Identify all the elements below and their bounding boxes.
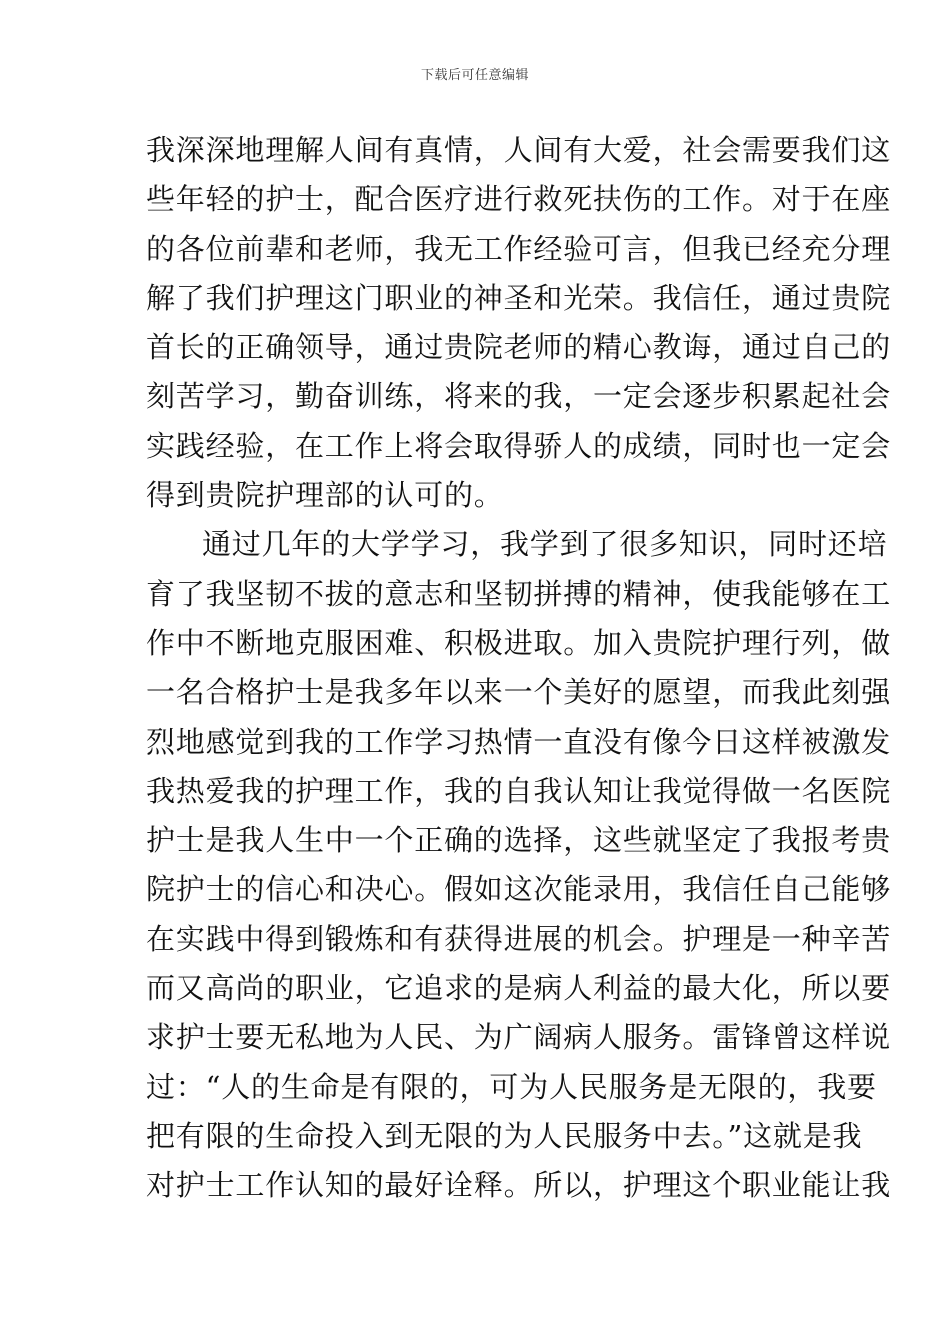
text-line: 刻苦学习，勤奋训练，将来的我，一定会逐步积累起社会 [146, 379, 892, 414]
text-line: 过：“人的生命是有限的，可为人民服务是无限的，我要 [146, 1069, 877, 1104]
text-line: 护士是我人生中一个正确的选择，这些就坚定了我报考贵 [146, 823, 892, 858]
text-line: 院护士的信心和决心。假如这次能录用，我信任自己能够 [146, 872, 892, 907]
text-line: 些年轻的护士，配合医疗进行救死扶伤的工作。对于在座 [146, 182, 892, 217]
text-line: 求护士要无私地为人民、为广阔病人服务。雷锋曾这样说 [146, 1020, 892, 1055]
text-line: 一名合格护士是我多年以来一个美好的愿望，而我此刻强 [146, 675, 892, 710]
text-line: 得到贵院护理部的认可的。 [146, 478, 504, 513]
text-line: 我深深地理解人间有真情，人间有大爱，社会需要我们这 [146, 133, 892, 167]
text-line: 烈地感觉到我的工作学习热情一直没有像今日这样被激发 [146, 724, 892, 759]
text-line: 的各位前辈和老师，我无工作经验可言，但我已经充分理 [146, 231, 892, 266]
text-line: 而又高尚的职业，它追求的是病人利益的最大化，所以要 [146, 971, 892, 1006]
text-line: 对护士工作认知的最好诠释。所以，护理这个职业能让我 [146, 1168, 892, 1203]
paragraph-start-line: 通过几年的大学学习，我学到了很多知识，同时还培 [202, 527, 888, 562]
text-line: 首长的正确领导，通过贵院老师的精心教诲，通过自己的 [146, 330, 892, 365]
text-line: 育了我坚韧不拔的意志和坚韧拼搏的精神，使我能够在工 [146, 576, 892, 611]
text-line: 解了我们护理这门职业的神圣和光荣。我信任，通过贵院 [146, 280, 892, 315]
text-line: 实践经验，在工作上将会取得骄人的成绩，同时也一定会 [146, 428, 892, 463]
text-line: 在实践中得到锻炼和有获得进展的机会。护理是一种辛苦 [146, 921, 892, 956]
body-text [146, 126, 892, 1211]
text-line: 作中不断地克服困难、积极进取。加入贵院护理行列，做 [146, 625, 892, 660]
header-note: 下载后可任意编辑 [420, 68, 529, 83]
text-line: 把有限的生命投入到无限的为人民服务中去。”这就是我 [146, 1118, 863, 1153]
text-line: 我热爱我的护理工作，我的自我认知让我觉得做一名医院 [146, 773, 892, 808]
